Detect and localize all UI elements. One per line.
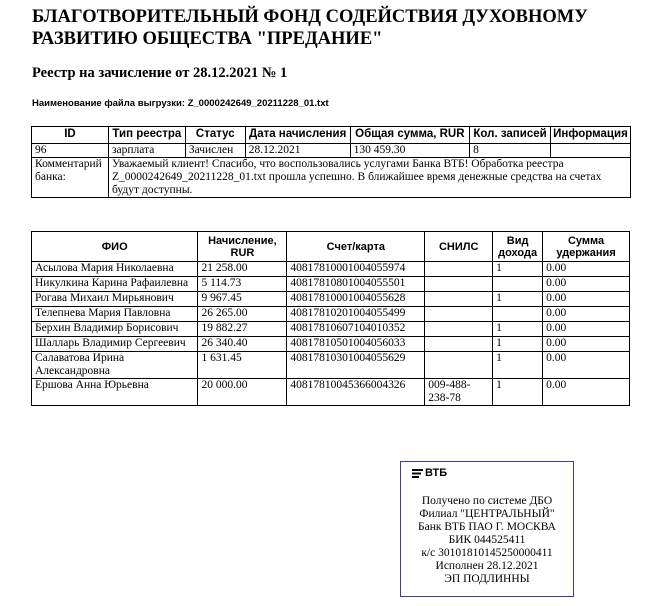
vtb-logo-icon xyxy=(412,469,423,478)
payee-amount: 20 000.00 xyxy=(198,379,287,406)
registry-row xyxy=(32,144,631,158)
table-row xyxy=(32,337,630,352)
payee-deduction: 0.00 xyxy=(543,337,630,352)
registry-col-type: Тип реестра xyxy=(108,127,185,144)
payee-income-type: 1 xyxy=(493,352,543,379)
payee-name: Телепнева Мария Павловна xyxy=(32,307,198,322)
payee-name: Шалларь Владимир Сергеевич xyxy=(32,337,198,352)
payee-snils xyxy=(425,337,493,352)
stamp-line: Исполнен 28.12.2021 xyxy=(435,560,539,572)
bank-comment-label: Комментарий банка: xyxy=(32,158,109,198)
registry-id: 96 xyxy=(32,144,109,158)
document-title: БЛАГОТВОРИТЕЛЬНЫЙ ФОНД СОДЕЙСТВИЯ ДУХОВНОМУ РАЗВИТИЮ ОБЩЕСТВА "ПРЕДАНИЕ" xyxy=(32,7,588,49)
payee-income-type xyxy=(493,277,543,292)
table-row xyxy=(32,352,630,379)
payee-snils xyxy=(425,277,493,292)
payee-deduction: 0.00 xyxy=(543,277,630,292)
registry-col-info: Информация xyxy=(550,127,630,144)
registry-type: зарплата xyxy=(108,144,185,158)
export-filename: Наименование файла выгрузки: Z_0000242649_20211228_01.txt xyxy=(32,98,329,109)
payee-amount: 26 340.40 xyxy=(198,337,287,352)
registry-col-count: Кол. записей xyxy=(470,127,551,144)
table-row xyxy=(32,292,630,307)
payments-col-snils: СНИЛС xyxy=(425,232,493,262)
registry-col-id: ID xyxy=(32,127,109,144)
payee-snils xyxy=(425,307,493,322)
vtb-logo xyxy=(412,467,447,480)
bank-comment-text: Уважаемый клиент! Спасибо, что воспользовались услугами Банка ВТБ! Обработка реестра Z_0000242649_20211228_01.txt прошла успешно. В ближайшее время денежные средства на счетах будут доступны. xyxy=(108,158,630,198)
table-row xyxy=(32,379,630,406)
payee-account: 40817810301004055629 xyxy=(287,352,425,379)
registry-table xyxy=(31,126,631,198)
stamp-line: Филиал "ЦЕНТРАЛЬНЫЙ" xyxy=(419,508,555,520)
payee-amount: 26 265.00 xyxy=(198,307,287,322)
table-row xyxy=(32,322,630,337)
registry-col-date: Дата начисления xyxy=(245,127,350,144)
payee-snils xyxy=(425,352,493,379)
payee-amount: 9 967.45 xyxy=(198,292,287,307)
payee-amount: 19 882.27 xyxy=(198,322,287,337)
payee-deduction: 0.00 xyxy=(543,322,630,337)
stamp-line: Получено по системе ДБО xyxy=(421,495,553,507)
payee-name: Никулкина Карина Рафаилевна xyxy=(32,277,198,292)
payee-amount: 1 631.45 xyxy=(198,352,287,379)
stamp-line: к/с 30101810145250000411 xyxy=(421,547,553,559)
payee-income-type: 1 xyxy=(493,262,543,277)
stamp-line: Банк ВТБ ПАО Г. МОСКВА xyxy=(418,521,556,533)
stamp-line: ЭП ПОДЛИННЫ xyxy=(444,573,530,585)
registry-date: 28.12.2021 xyxy=(245,144,350,158)
table-row xyxy=(32,307,630,322)
payments-table xyxy=(31,231,630,406)
payments-col-account: Счет/карта xyxy=(287,232,425,262)
payments-table-header xyxy=(32,232,630,262)
bank-comment-row xyxy=(32,158,631,198)
payee-deduction: 0.00 xyxy=(543,352,630,379)
payee-account: 40817810001004055628 xyxy=(287,292,425,307)
registry-col-total: Общая сумма, RUR xyxy=(350,127,470,144)
payee-account: 40817810045366004326 xyxy=(287,379,425,406)
registry-heading: Реестр на зачисление от 28.12.2021 № 1 xyxy=(32,65,288,81)
vtb-logo-text: ВТБ xyxy=(425,467,448,479)
payee-name: Берхин Владимир Борисович xyxy=(32,322,198,337)
payee-income-type: 1 xyxy=(493,292,543,307)
payee-snils xyxy=(425,292,493,307)
table-row xyxy=(32,277,630,292)
registry-count: 8 xyxy=(470,144,551,158)
payments-table-body xyxy=(32,262,630,406)
stamp-lines xyxy=(401,495,573,586)
payee-account: 40817810801004055501 xyxy=(287,277,425,292)
payee-deduction: 0.00 xyxy=(543,292,630,307)
payee-snils xyxy=(425,322,493,337)
payments-col-name: ФИО xyxy=(32,232,198,262)
table-row xyxy=(32,262,630,277)
payee-deduction: 0.00 xyxy=(543,379,630,406)
payee-amount: 21 258.00 xyxy=(198,262,287,277)
registry-total: 130 459.30 xyxy=(350,144,470,158)
payee-account: 40817810607104010352 xyxy=(287,322,425,337)
payee-account: 40817810501004056033 xyxy=(287,337,425,352)
payee-income-type: 1 xyxy=(493,337,543,352)
payments-col-income-type: Вид дохода xyxy=(493,232,543,262)
payee-income-type xyxy=(493,307,543,322)
payments-col-deduction: Сумма удержания xyxy=(543,232,630,262)
payee-name: Салаватова Ирина Александровна xyxy=(32,352,198,379)
bank-stamp xyxy=(400,461,574,597)
registry-col-status: Статус xyxy=(185,127,245,144)
registry-status: Зачислен xyxy=(185,144,245,158)
payee-income-type: 1 xyxy=(493,379,543,406)
payee-snils xyxy=(425,262,493,277)
payee-account: 40817810001004055974 xyxy=(287,262,425,277)
payments-col-amount: Начисление, RUR xyxy=(198,232,287,262)
registry-table-header xyxy=(32,127,631,144)
payee-name: Рогава Михаил Мирьянович xyxy=(32,292,198,307)
payee-name: Асылова Мария Николаевна xyxy=(32,262,198,277)
payee-deduction: 0.00 xyxy=(543,307,630,322)
payee-snils: 009-488-238-78 xyxy=(425,379,493,406)
payee-amount: 5 114.73 xyxy=(198,277,287,292)
registry-info xyxy=(550,144,630,158)
payee-income-type: 1 xyxy=(493,322,543,337)
payee-name: Ершова Анна Юрьевна xyxy=(32,379,198,406)
payee-account: 40817810201004055499 xyxy=(287,307,425,322)
payee-deduction: 0.00 xyxy=(543,262,630,277)
stamp-line: БИК 044525411 xyxy=(448,534,526,546)
